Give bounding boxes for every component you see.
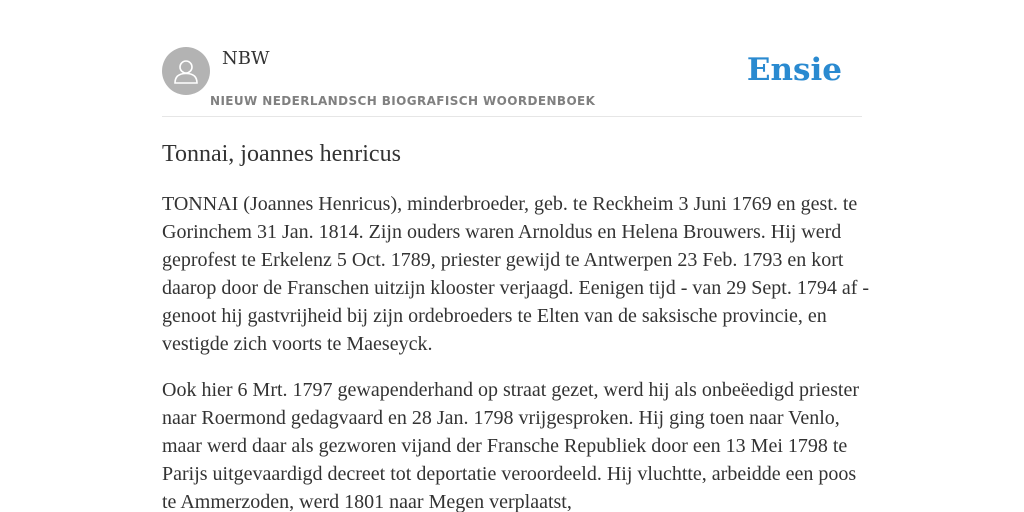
ensie-logo[interactable]: Ensie <box>746 52 842 88</box>
article <box>162 136 874 512</box>
person-icon <box>173 58 199 84</box>
article-paragraph-2: Ook hier 6 Mrt. 1797 gewapenderhand op straat gezet, werd hij als onbeëedigd priester naar Roermond gedagvaard en 28 Jan. 1798 vrijgesproken. Hij ging toen naar Venlo, maar werd daar als gezworen vijand der Fransche Republiek door een 13 Mei 1798 te Parijs uitgevaardigd decreet tot deportatie veroordeeld. Hij vluchtte, arbeidde een poos te Ammerzoden, werd 1801 naar Megen verplaatst, <box>162 379 859 512</box>
source-name[interactable]: NBW <box>222 48 270 69</box>
source-header <box>162 44 862 117</box>
article-title: Tonnai, joannes henricus <box>162 141 401 167</box>
article-paragraph-1: TONNAI (Joannes Henricus), minderbroeder, geb. te Reckheim 3 Juni 1769 en gest. te Gorinchem 31 Jan. 1814. Zijn ouders waren Arnoldus en Helena Brouwers. Hij werd geprofest te Erkelenz 5 Oct. 1789, priester gewijd te Antwerpen 23 Feb. 1793 en kort daarop door de Franschen uitzijn klooster verjaagd. Eenigen tijd - van 29 Sept. 1794 af - genoot hij gastvrijheid bij zijn ordebroeders te Elten van de saksische provincie, en vestigde zich voorts te Maeseyck. <box>162 193 870 355</box>
avatar[interactable] <box>162 47 210 95</box>
source-subtitle: NIEUW NEDERLANDSCH BIOGRAFISCH WOORDENBOEK <box>210 94 596 108</box>
